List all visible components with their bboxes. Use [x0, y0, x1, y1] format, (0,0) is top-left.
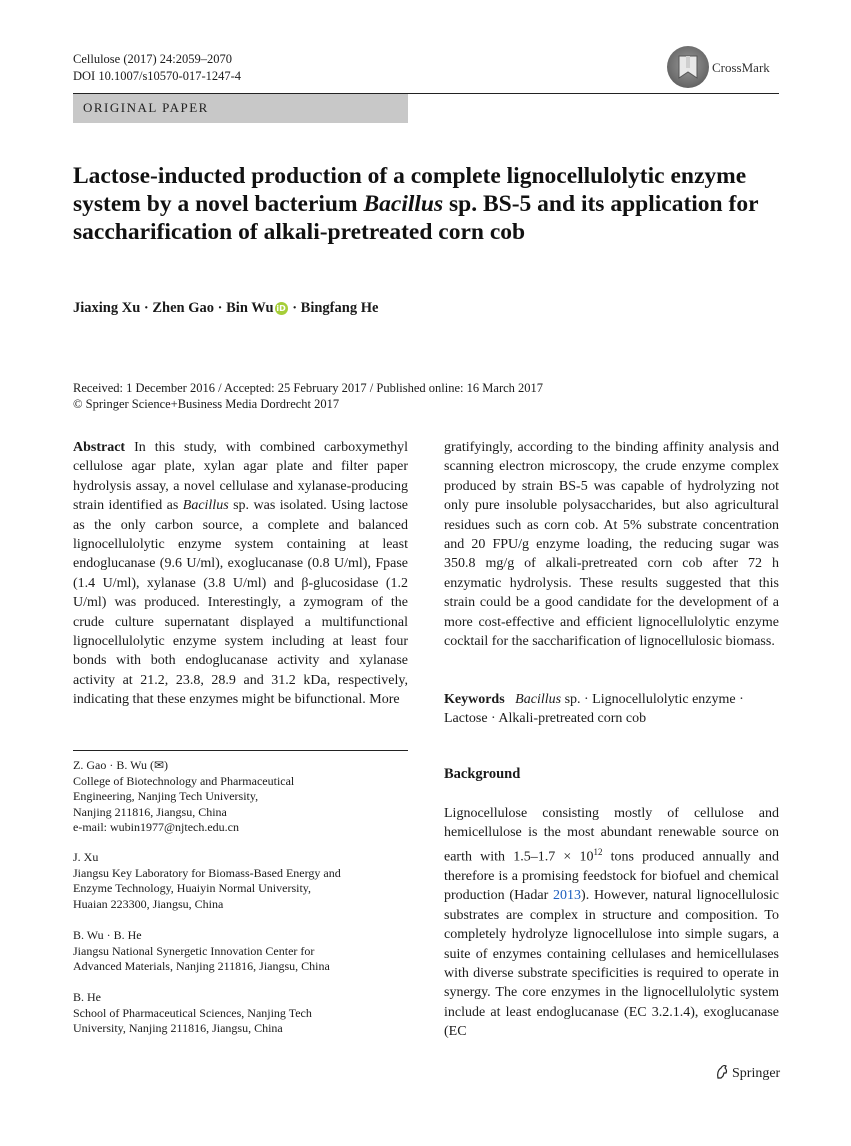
dates: Received: 1 December 2016 / Accepted: 25 February 2017 / Published online: 16 March 2017	[73, 381, 544, 395]
orcid-icon[interactable]: iD	[276, 304, 286, 313]
affiliation-block: Z. Gao · B. Wu (✉) College of Biotechnology and Pharmaceutical Engineering, Nanjing Tech University, Nanjing 211816, Jiangsu, China e-mail: wubin1977@njtech.edu.cn	[73, 758, 408, 836]
author-name[interactable]: Bingfang He	[300, 300, 379, 316]
author-name[interactable]: Jiaxing Xu	[73, 300, 141, 316]
author-name[interactable]: Bin Wu	[226, 300, 274, 316]
crossmark-label: CrossMark	[712, 60, 770, 75]
publication-history	[73, 380, 543, 412]
publisher-name: Springer	[732, 1066, 781, 1081]
title-genus: Bacillus	[363, 191, 444, 217]
abstract: Abstract In this study, with combined carboxymethyl cellulose agar plate, xylan agar plate and filter paper hydrolysis assay, a novel cellulase and xylanase-producing strain identified as Bacillus sp. was isolated. Using lactose as the only carbon source, a complete and balanced lignocellulolytic enzyme system containing at least endoglucanase (9.6 U/ml), exoglucanase (0.8 U/ml), Fpase (1.4 U/ml), xylanase (3.8 U/ml) and β-glucosidase (1.2 U/ml) was produced. Interestingly, a zymogram of the crude culture supernatant displayed a multifunctional lignocellulolytic enzyme system including at least four bonds with both endoglucanase activity and xylanase activity at 21.2, 23.8, 28.9 and 31.2 kDa, respectively, indicating that these enzymes might be bifunctional. More	[73, 440, 408, 708]
email-link[interactable]: e-mail: wubin1977@njtech.edu.cn	[73, 820, 240, 834]
affiliation-block: B. He School of Pharmaceutical Sciences, Nanjing Tech University, Nanjing 211816, Jiangsu, China	[73, 990, 312, 1035]
crossmark-badge[interactable]	[667, 46, 779, 90]
section-heading: Background	[444, 766, 521, 782]
author-name[interactable]: Zhen Gao	[152, 300, 215, 316]
affiliation-rule	[73, 750, 408, 751]
affiliation-block: J. Xu Jiangsu Key Laboratory for Biomass-Based Energy and Enzyme Technology, Huaiyin Normal University, Huaian 223300, Jiangsu, China	[73, 850, 341, 911]
abstract-label: Abstract	[73, 440, 126, 455]
copyright: © Springer Science+Business Media Dordrecht 2017	[73, 397, 340, 411]
keywords-label: Keywords	[444, 692, 505, 707]
citation-link[interactable]: 2013	[553, 888, 582, 904]
background-paragraph: Lignocellulose consisting mostly of cellulose and hemicellulose is the most abundant renewable source on earth with $1.5-1.7 \times 10^{12}$ tons produced annually and therefore is a promising feedstock for biofuel and chemical production (Hadar 2013). However, natural lignocellulosic substrates are complex in structure and composition. To completely hydrolyze lignocellulose into simple sugars, a suite of enzymes containing cellulases and hemicellulases with diverse substrate specificities is required to operate in synergy. The core enzymes in the lignocellulolytic system include at least endoglucanase (EC 3.2.1.4), exoglucanase (EC	[444, 806, 779, 1040]
doi[interactable]: DOI 10.1007/s10570-017-1247-4	[73, 69, 242, 83]
springer-horse-icon	[714, 1064, 730, 1080]
crossmark-icon	[667, 46, 709, 88]
journal-volume: Cellulose (2017) 24:2059–2070	[73, 52, 233, 66]
abstract-continued: gratifyingly, according to the binding affinity analysis and scanning electron microscopy, the crude enzyme complex produced by strain BS-5 was capable of hydrolyzing not only pure insoluble polysaccharides, but also agricultural residues such as corn cob. At 5% substrate concentration and 20 FPU/g enzyme loading, the reducing sugar was 350.8 mg/g of alkali-pretreated corn cob after 72 h enzymatic hydrolysis. These results suggested that this strain could be a good candidate for the development of a more cost-effective and efficient lignocellulolytic enzyme cocktail for the saccharification of lignocellulosic biomass.	[444, 440, 779, 650]
paper-title: Lactose-inducted production of a complete lignocellulolytic enzyme system by a novel bacterium Bacillus sp. BS-5 and its application for saccharification of alkali-pretreated corn cob	[73, 163, 759, 245]
publisher-logo[interactable]	[714, 1064, 780, 1082]
section-band	[73, 94, 408, 123]
article-type: ORIGINAL PAPER	[83, 100, 209, 115]
affiliation-block: B. Wu · B. He Jiangsu National Synergetic Innovation Center for Advanced Materials, Nanjing 211816, Jiangsu, China	[73, 928, 330, 973]
author-list: Jiaxing Xu · Zhen Gao · Bin Wu iD · Bingfang He	[73, 300, 379, 316]
journal-citation	[73, 51, 241, 85]
keywords: Keywords Bacillus sp. · Lignocellulolytic enzyme · Lactose · Alkali-pretreated corn cob	[444, 692, 744, 727]
